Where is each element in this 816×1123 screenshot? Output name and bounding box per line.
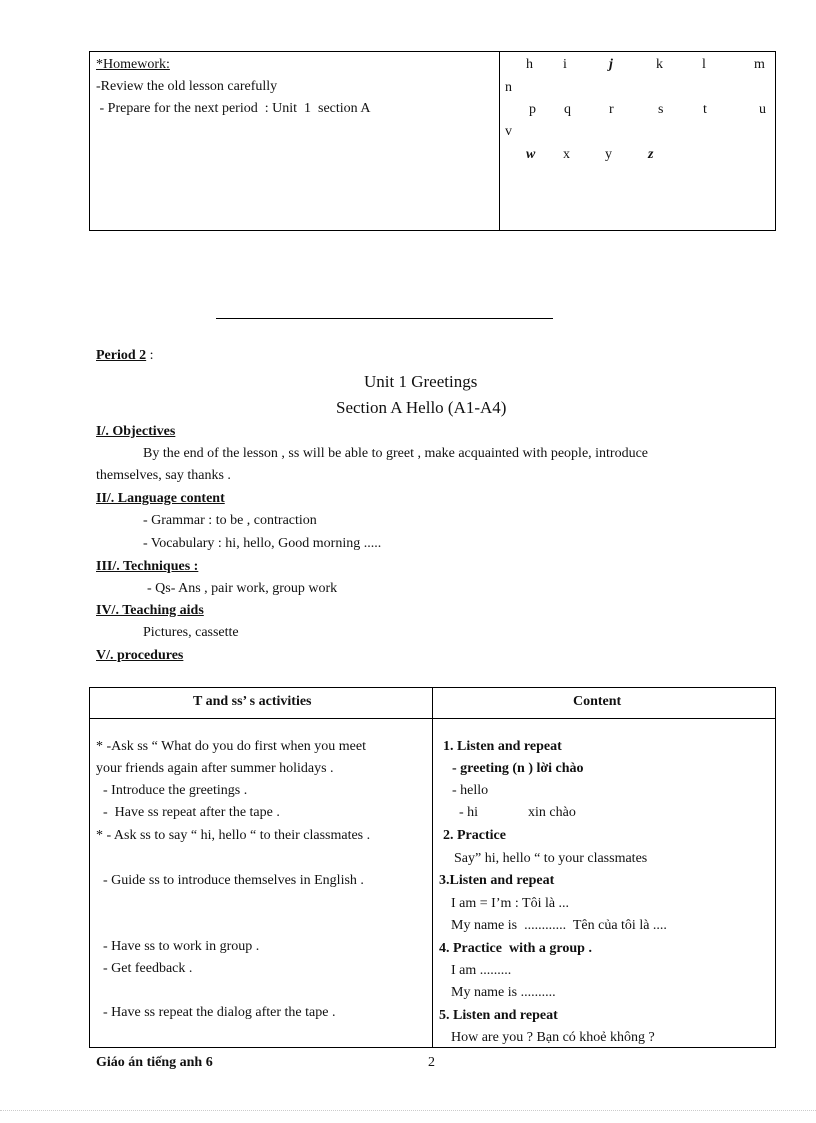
s4-line-2: My name is .......... — [451, 985, 556, 1000]
homework-divider — [499, 51, 500, 231]
period-label: Period 2 — [96, 348, 147, 363]
unit-title: Unit 1 Greetings — [364, 372, 478, 391]
letter-m: m — [754, 57, 765, 72]
s2-heading: 2. Practice — [443, 828, 506, 843]
period-line — [96, 345, 154, 367]
s5-line-1: How are you ? Bạn có khoẻ không ? — [451, 1030, 655, 1045]
letter-t: t — [703, 102, 707, 117]
activity-8: - Get feedback . — [96, 961, 193, 976]
techniques-heading: III/. Techniques : — [96, 559, 199, 574]
period-suffix: : — [146, 348, 154, 363]
aids-text: Pictures, cassette — [143, 625, 239, 640]
letter-r: r — [609, 102, 614, 117]
activity-5: * - Ask ss to say “ hi, hello “ to their classmates . — [96, 828, 371, 843]
s1-greeting: - greeting (n ) lời chào — [452, 761, 584, 776]
homework-line-2: - Prepare for the next period : Unit 1 section A — [96, 101, 371, 116]
letter-u: u — [759, 102, 766, 117]
letter-y: y — [605, 147, 612, 162]
activity-1: * -Ask ss “ What do you do first when you meet — [96, 739, 366, 754]
letter-w: w — [526, 147, 536, 162]
footer-title: Giáo án tiếng anh 6 — [96, 1055, 213, 1070]
s3-heading: 3.Listen and repeat — [439, 873, 555, 888]
objectives-text-2: themselves, say thanks . — [96, 468, 231, 483]
page-bottom-edge — [0, 1110, 816, 1112]
homework-heading: *Homework: — [96, 57, 170, 72]
s3-line-1: I am = I’m : Tôi là ... — [451, 896, 570, 911]
letter-h: h — [526, 57, 533, 72]
objectives-text-1: By the end of the lesson , ss will be able to greet , make acquainted with people, introduce — [143, 446, 649, 461]
letter-q: q — [564, 102, 571, 117]
letter-i: i — [563, 57, 567, 72]
section-separator — [216, 318, 553, 319]
col2-header: Content — [573, 694, 622, 709]
activity-3: - Introduce the greetings . — [96, 783, 248, 798]
objectives-heading: I/. Objectives — [96, 424, 176, 439]
s4-line-1: I am ......... — [451, 963, 512, 978]
section-title: Section A Hello (A1-A4) — [336, 398, 507, 417]
letter-s: s — [658, 102, 664, 117]
table-col-divider — [432, 687, 433, 1048]
activity-6: - Guide ss to introduce themselves in English . — [96, 873, 364, 888]
s1-hi: - hi — [459, 805, 479, 820]
activity-2: your friends again after summer holidays . — [96, 761, 334, 776]
s3-line-2: My name is ............ Tên của tôi là .... — [451, 918, 667, 933]
s5-heading: 5. Listen and repeat — [439, 1008, 558, 1023]
table-header-divider — [89, 718, 776, 719]
letter-j: j — [609, 57, 613, 72]
s1-hi-meaning: xin chào — [528, 805, 576, 820]
language-vocabulary: - Vocabulary : hi, hello, Good morning ..... — [143, 536, 382, 551]
s4-heading: 4. Practice with a group . — [439, 941, 592, 956]
language-grammar: - Grammar : to be , contraction — [143, 513, 317, 528]
s1-hello: - hello — [452, 783, 489, 798]
s1-heading: 1. Listen and repeat — [443, 739, 562, 754]
letter-x: x — [563, 147, 570, 162]
aids-heading: IV/. Teaching aids — [96, 603, 204, 618]
s2-text: Say” hi, hello “ to your classmates — [454, 851, 648, 866]
letter-n: n — [505, 80, 512, 95]
letter-l: l — [702, 57, 706, 72]
language-heading: II/. Language content — [96, 491, 225, 506]
activity-9: - Have ss repeat the dialog after the tape . — [96, 1005, 336, 1020]
activity-7: - Have ss to work in group . — [96, 939, 260, 954]
letter-k: k — [656, 57, 663, 72]
procedures-heading: V/. procedures — [96, 648, 184, 663]
page-number: 2 — [428, 1055, 435, 1070]
letter-z: z — [648, 147, 654, 162]
col1-header: T and ss’ s activities — [193, 694, 312, 709]
homework-line-1: -Review the old lesson carefully — [96, 79, 278, 94]
letter-v: v — [505, 124, 512, 139]
techniques-text: - Qs- Ans , pair work, group work — [147, 581, 338, 596]
activity-4: - Have ss repeat after the tape . — [96, 805, 280, 820]
letter-p: p — [529, 102, 536, 117]
